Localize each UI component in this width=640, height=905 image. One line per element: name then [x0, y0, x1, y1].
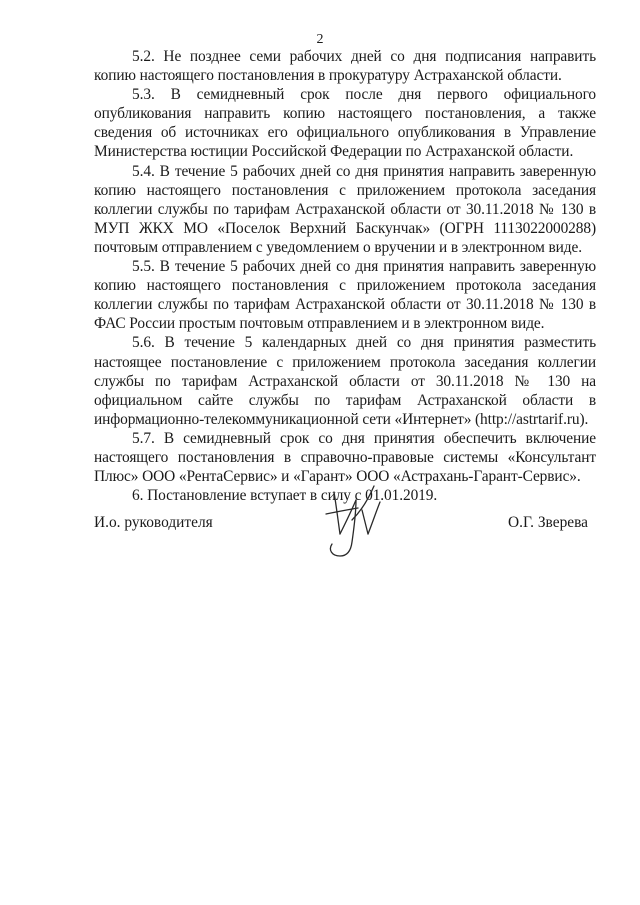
paragraph-6: 6. Постановление вступает в силу с 01.01.2019.: [132, 487, 438, 505]
page-number: 2: [316, 32, 324, 47]
paragraph-5-6: 5.6. В течение 5 календарных дней со дня принятия разместить настоящее постановление с приложением протокола заседания коллегии службы по тарифам Астраханской области от 30.11.2018 № 130 на официальном сайте службы по тарифам Астраханской области в информационно-телекоммуникационной сети «Интернет» (http://astrtarif.ru).: [94, 334, 596, 428]
signatory-role: И.о. руководителя: [94, 514, 213, 531]
handwritten-signature: [318, 480, 390, 560]
document-body: [94, 47, 596, 505]
paragraph-5-5: 5.5. В течение 5 рабочих дней со дня принятия направить заверенную копию настоящего постановления с приложением протокола заседания коллегии службы по тарифам Астраханской области от 30.11.2018 № 130 в ФАС России простым почтовым отправлением и в электронном виде.: [94, 258, 596, 333]
paragraph-5-7: 5.7. В семидневный срок со дня принятия обеспечить включение настоящего постановления в справочно-правовые системы «Консультант Плюс» ООО «РентаСервис» и «Гарант» ООО «Астрахань-Гарант-Сервис».: [94, 429, 596, 486]
paragraph-5-3: 5.3. В семидневный срок после дня первого официального опубликования направить копию настоящего постановления, а также сведения об источниках его официального опубликования в Управление Министерства юстиции Российской Федерации по Астраханской области.: [94, 86, 596, 161]
paragraph-5-4: 5.4. В течение 5 рабочих дней со дня принятия направить заверенную копию настоящего постановления с приложением протокола заседания коллегии службы по тарифам Астраханской области от 30.11.2018 № 130 в МУП ЖКХ МО «Поселок Верхний Баскунчак» (ОГРН 1113022000288) почтовым отправлением с уведомлением о вручении и в электронном виде.: [94, 162, 596, 256]
paragraph-5-2: 5.2. Не позднее семи рабочих дней со дня подписания направить копию настоящего постановления в прокуратуру Астраханской области.: [94, 48, 596, 85]
signature-block: [94, 480, 596, 560]
signatory-name: О.Г. Зверева: [508, 514, 588, 531]
